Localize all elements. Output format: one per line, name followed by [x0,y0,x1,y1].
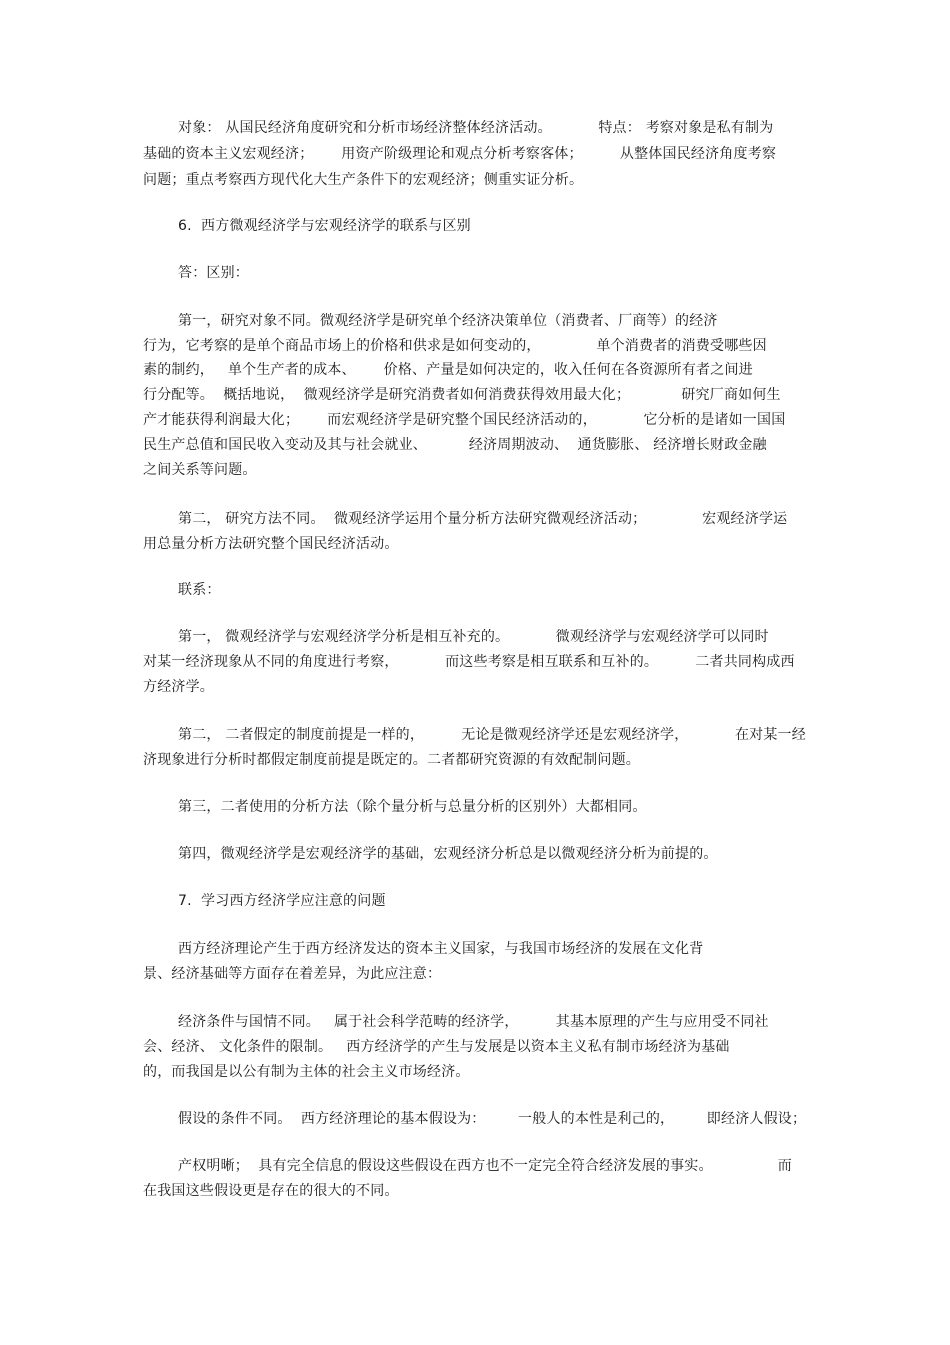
text-line: 之间关系等问题。 [143,462,257,478]
text-line: 第一，研究对象不同。微观经济学是研究单个经济决策单位（消费者、厂商等）的经济 [178,313,718,329]
text-line: 用总量分析方法研究整个国民经济活动。 [143,536,399,552]
text-line: 对某一经济现象从不同的角度进行考察， 而这些考察是相互联系和互补的。 二者共同构成西 [143,654,795,670]
text-line: 假设的条件不同。 西方经济理论的基本假设为： 一般人的本性是利己的， 即经济人假设； [178,1111,807,1127]
section-heading: 6. 西方微观经济学与宏观经济学的联系与区别 [178,218,471,234]
section-heading: 7. 学习西方经济学应注意的问题 [178,893,386,909]
text-line: 的，而我国是以公有制为主体的社会主义市场经济。 [143,1064,470,1080]
text-line: 会、经济、 文化条件的限制。 西方经济学的产生与发展是以资本主义私有制市场经济为基础 [143,1039,730,1055]
text-line: 素的制约， 单个生产者的成本、 价格、产量是如何决定的，收入任何在各资源所有者之间进 [143,362,753,378]
text-line: 答：区别： [178,265,249,281]
text-line: 方经济学。 [143,679,214,695]
text-line: 第二， 研究方法不同。 微观经济学运用个量分析方法研究微观经济活动； 宏观经济学运 [178,511,788,527]
text-line: 联系： [178,582,221,598]
text-line: 基础的资本主义宏观经济； 用资产阶级理论和观点分析考察客体； 从整体国民经济角度考察 [143,146,777,162]
text-line: 问题；重点考察西方现代化大生产条件下的宏观经济；侧重实证分析。 [143,172,584,188]
text-line: 第二， 二者假定的制度前提是一样的， 无论是微观经济学还是宏观经济学， 在对某一经 [178,727,806,743]
text-line: 民生产总值和国民收入变动及其与社会就业、 经济周期波动、 通货膨胀、 经济增长财政金融 [143,437,767,453]
text-line: 景、经济基础等方面存在着差异，为此应注意： [143,966,442,982]
text-line: 行为，它考察的是单个商品市场上的价格和供求是如何变动的， 单个消费者的消费受哪些因 [143,338,767,354]
text-line: 产才能获得利润最大化； 而宏观经济学是研究整个国民经济活动的， 它分析的是诸如一国国 [143,412,786,428]
text-line: 行分配等。 概括地说， 微观经济学是研究消费者如何消费获得效用最大化； 研究厂商如何生 [143,387,781,403]
text-line: 第三，二者使用的分析方法（除个量分析与总量分析的区别外）大都相同。 [178,799,647,815]
text-line: 在我国这些假设更是存在的很大的不同。 [143,1183,399,1199]
text-line: 第一， 微观经济学与宏观经济学分析是相互补充的。 微观经济学与宏观经济学可以同时 [178,629,769,645]
text-line: 经济条件与国情不同。 属于社会科学范畴的经济学， 其基本原理的产生与应用受不同社 [178,1014,769,1030]
text-line: 对象： 从国民经济角度研究和分析市场经济整体经济活动。 特点： 考察对象是私有制为 [178,120,774,136]
text-line: 西方经济理论产生于西方经济发达的资本主义国家，与我国市场经济的发展在文化背 [178,941,704,957]
text-line: 第四，微观经济学是宏观经济学的基础，宏观经济分析总是以微观经济分析为前提的。 [178,846,718,862]
text-line: 产权明晰； 具有完全信息的假设这些假设在西方也不一定完全符合经济发展的事实。 而 [178,1158,793,1174]
text-line: 济现象进行分析时都假定制度前提是既定的。二者都研究资源的有效配制问题。 [143,752,640,768]
